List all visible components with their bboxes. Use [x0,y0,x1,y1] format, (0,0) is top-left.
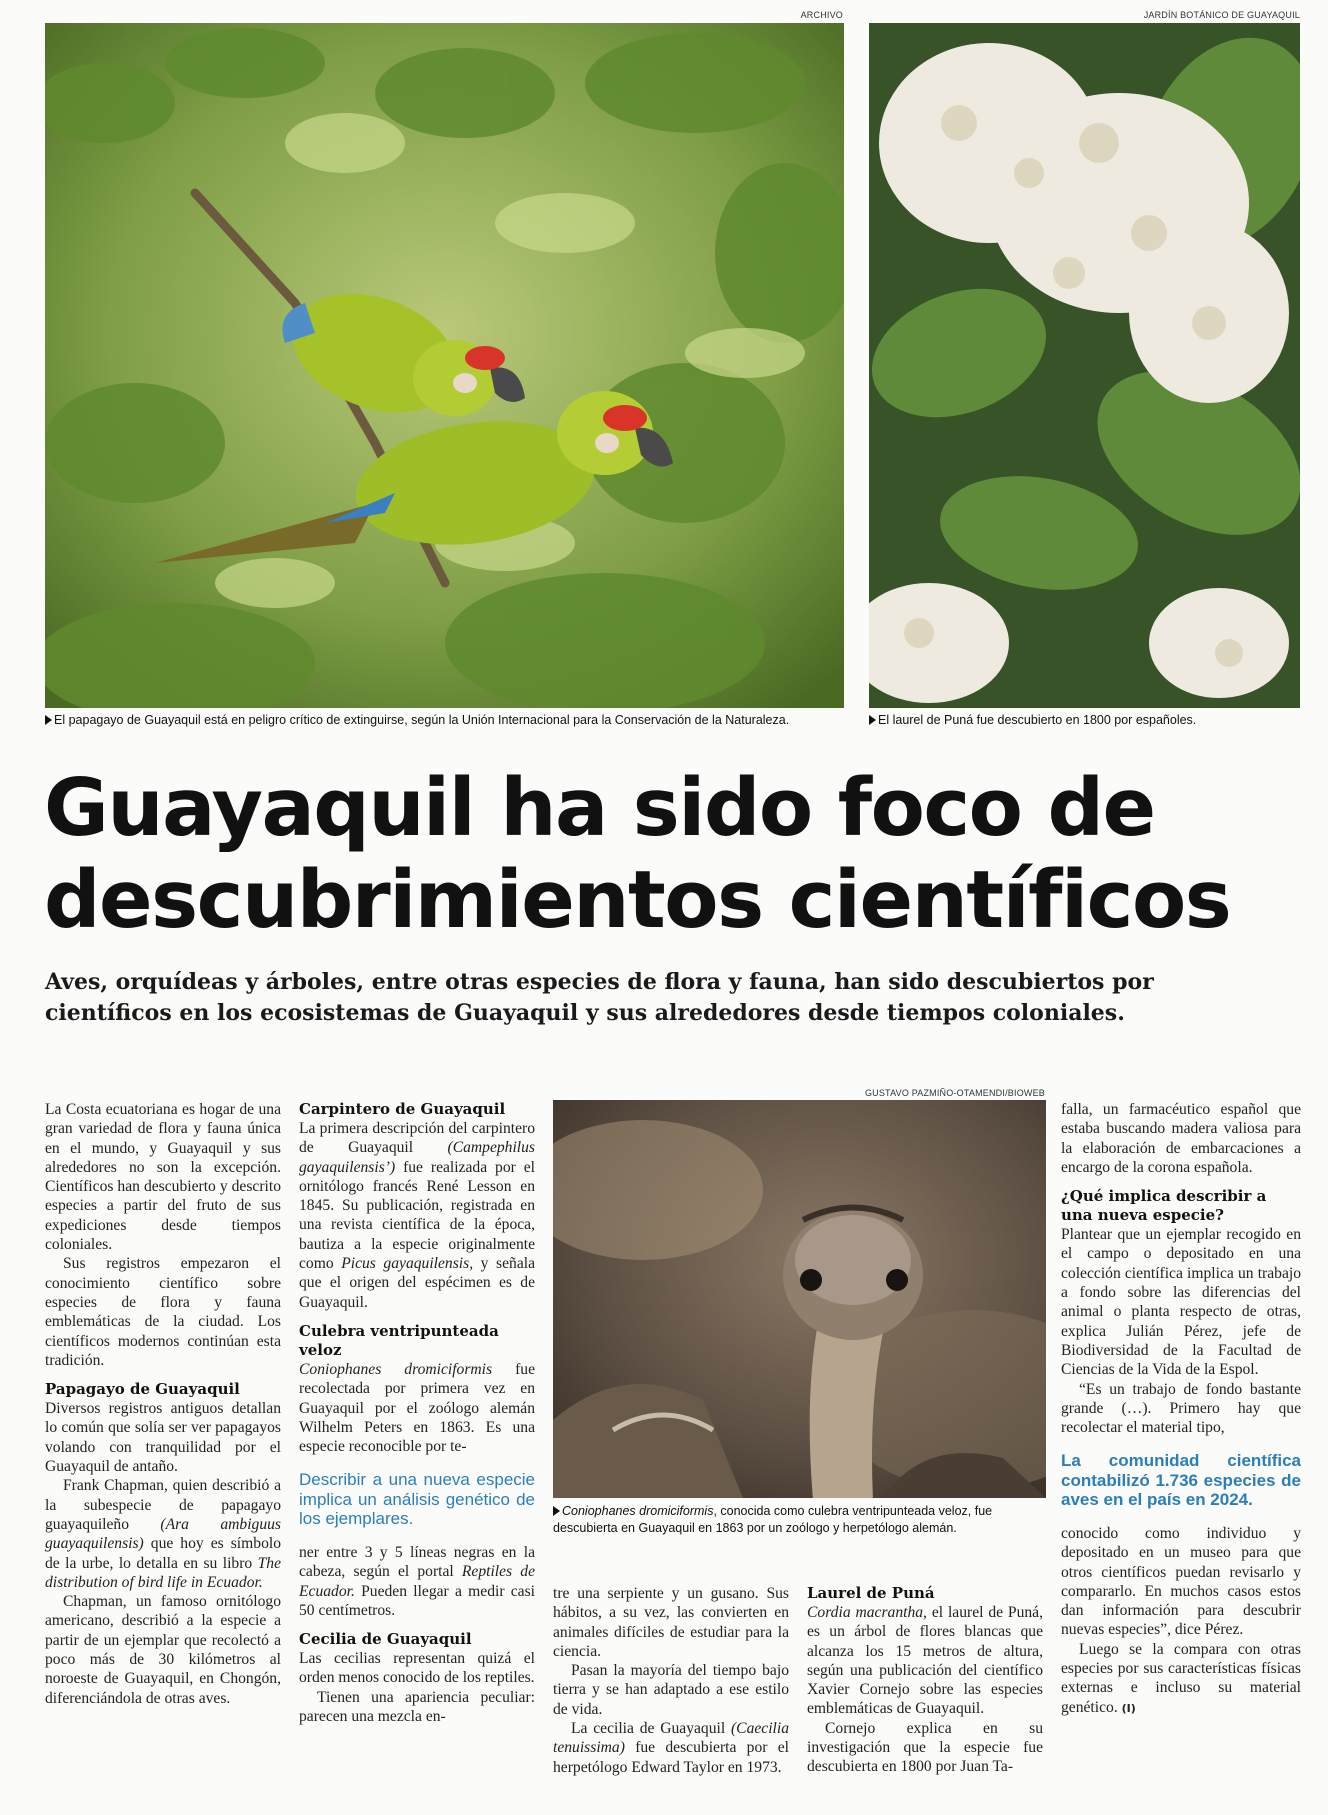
column-3 [553,1584,789,1777]
subhead-describir: ¿Qué implica describir a una nueva especie? [1061,1187,1267,1225]
paragraph: falla, un farmacéutico español que estaba buscando madera valiosa para la elaboración de embarcaciones a encargo de la corona española. [1061,1101,1301,1176]
paragraph: La Costa ecuatoriana es hogar de una gran variedad de flora y fauna única en el mundo, y Guayaquil y sus alrededores no son la excepción. Científicos han descubierto y descrito especies a partir del fruto de sus expediciones desde tiempos coloniales. [45,1101,281,1254]
paragraph: tre una serpiente y un gusano. Sus hábitos, a su vez, las convierten en animales difíciles de estudiar para la ciencia. [553,1585,789,1660]
subhead-laurel: Laurel de Puná [807,1584,935,1602]
paragraph: Sus registros empezaron el conocimiento científico sobre especies de flora y fauna emblemáticas de la ciudad. Los científicos modernos continúan esta tradición. [45,1255,281,1369]
pull-quote-aves: La comunidad científica contabilizó 1.736 especies de aves en el país en 2024. [1061,1451,1301,1510]
column-5 [1061,1100,1301,1718]
subhead-papagayo: Papagayo de Guayaquil [45,1380,240,1399]
caption-pointer-icon [45,715,52,725]
photo-credit-snake: GUSTAVO PAZMIÑO-OTAMENDI/BIOWEB [864,1088,1045,1098]
paragraph: Chapman, un famoso ornitólogo americano, describió a la especie a partir de un ejemplar que recolectó a poco más de 30 kilómetros al noroeste de Guayaquil, en Chongón, diferenciándola de otras aves. [45,1593,281,1707]
laurel-caption: El laurel de Puná fue descubierto en 1800 por españoles. [869,712,1300,729]
paragraph: “Es un trabajo de fondo bastante grande (…). Primero hay que recolectar el material tipo, [1061,1380,1301,1437]
paragraph: Plantear que un ejemplar recogido en el campo o depositado en una colección científica implica un trabajo a fondo sobre las diferencias del animal o planta respecto de otras, explica Julián Pérez, jefe de Biodiversidad de la Facultad de Ciencias de la Vida de la Espol. [1061,1226,1301,1379]
paragraph: Coniophanes dromiciformis fue recolectada por primera vez en Guayaquil por el zoólogo alemán Wilhelm Peters en 1863. Es una especie reconocible por te- [299,1360,535,1456]
headline-line-1: Guayaquil ha sido foco de [44,762,1155,854]
paragraph: Tienen una apariencia peculiar: parecen una mezcla en- [299,1688,535,1726]
headline-line-2: descubrimientos científicos [44,854,1231,946]
column-2 [299,1100,535,1726]
parrots-caption: El papagayo de Guayaquil está en peligro crítico de extinguirse, según la Unión Internacional para la Conservación de la Naturaleza. [45,712,845,729]
photo-credit-laurel: JARDÍN BOTÁNICO DE GUAYAQUIL [1143,10,1300,20]
deck-line-1: Aves, orquídeas y árboles, entre otras especies de flora y fauna, han sido descubiertos por [45,969,1154,995]
paragraph: Las cecilias representan quizá el orden menos conocido de los reptiles. [299,1650,535,1687]
column-4 [807,1584,1043,1777]
pull-quote-genetico: Describir a una nueva especie implica un análisis genético de los ejemplares. [299,1470,535,1529]
photo-credit-parrots: ARCHIVO [800,10,843,20]
subhead-carpintero: Carpintero de Guayaquil [299,1100,506,1118]
paragraph: ner entre 3 y 5 líneas negras en la cabeza, según el portal Reptiles de Ecuador. Pueden llegar a medir casi 50 centímetros. [299,1543,535,1619]
caption-pointer-icon [553,1506,560,1516]
headline [44,762,1314,946]
subhead-cecilia: Cecilia de Guayaquil [299,1630,472,1649]
snake-caption: Coniophanes dromiciformis, conocida como culebra ventripunteada veloz, fue descubierta en Guayaquil en 1863 por un zoólogo y herpetólogo alemán. [553,1504,993,1535]
paragraph: Cornejo explica en su investigación que la especie fue descubierta en 1800 por Juan Ta- [807,1719,1043,1776]
snake-photo [553,1100,1046,1498]
end-mark: (I) [1121,1701,1136,1715]
paragraph: Luego se la compara con otras especies por sus características físicas externas e incluso su material genético. (I) [1061,1640,1301,1716]
column-1 [45,1100,281,1708]
deck [45,967,1305,1029]
paragraph: Cordia macrantha, el laurel de Puná, es un árbol de flores blancas que alcanza los 15 metros de altura, según una publicación del científico Xavier Cornejo sobre las especies emblemáticas de Guayaquil. [807,1604,1043,1718]
laurel-photo [869,23,1300,708]
paragraph: conocido como individuo y depositado en un museo para que otros científicos puedan revisarlo y compararlo. En muchos casos estos dan información para descubrir nuevas especies”, dice Pérez. [1061,1524,1301,1639]
caption-pointer-icon [869,715,876,725]
deck-line-2: científicos en los ecosistemas de Guayaquil y sus alrededores desde tiempos coloniales. [45,1000,1125,1026]
paragraph: La cecilia de Guayaquil (Caecilia tenuissima) fue descubierta por el herpetólogo Edward Taylor en 1973. [553,1720,789,1776]
paragraph: Diversos registros antiguos detallan lo común que solía ser ver papagayos volando con tranquilidad por el Guayaquil de antaño. [45,1400,281,1476]
subhead-culebra: Culebra ventripunteada veloz [299,1321,499,1359]
paragraph: Frank Chapman, quien describió a la subespecie de papagayo guayaquileño (Ara ambiguus guayaquilensis) que hoy es símbolo de la urbe, lo detalla en su libro The distribution of bird life in Ecuador. [45,1477,281,1591]
parrots-photo [45,23,844,708]
paragraph: Pasan la mayoría del tiempo bajo tierra y se han adaptado a ese estilo de vida. [553,1662,789,1718]
paragraph: La primera descripción del carpintero de Guayaquil (Campephilus gayaquilensis’) fue realizada por el ornitólogo francés René Lesson en 1845. Su publicación, registrada en una revista científica de la época, bautiza a la especie originalmente como Picus gayaquilensis, y señala que el origen del espécimen es de Guayaquil. [299,1120,535,1311]
